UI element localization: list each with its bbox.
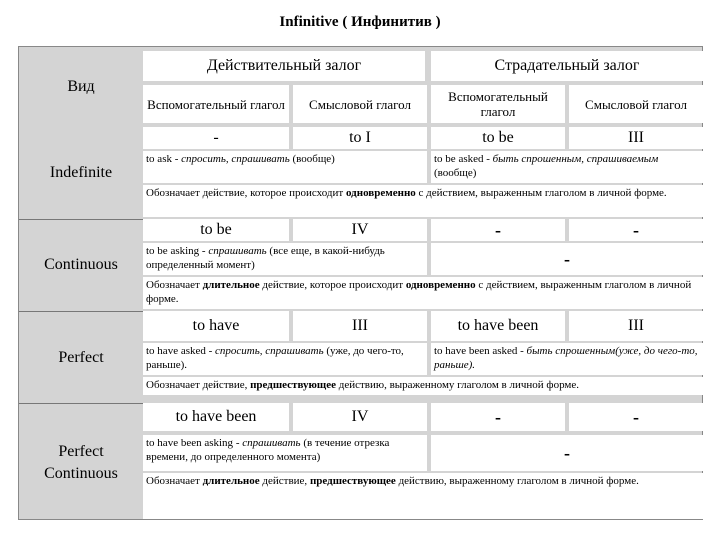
perfect-continuous-active-example: to have been asking - спрашивать (в течение отрезка времени, до определенного момента)	[143, 435, 427, 471]
perfect-passive-example: to have been asked - быть спрошенным(уже, до чего-то, раньше).	[431, 343, 703, 375]
perfect-active-aux: to have	[143, 311, 289, 341]
indefinite-passive-example: to be asked - быть спрошенным, спрашиваемым (вообще)	[431, 151, 703, 183]
perfect-active-main: III	[293, 311, 427, 341]
indefinite-passive-main: III	[569, 127, 703, 149]
perfect-passive-aux: to have been	[431, 311, 565, 341]
perfect-active-example: to have asked - спросить, спрашивать (уже, до чего-то, раньше).	[143, 343, 427, 375]
perfect-continuous-passive-aux: -	[431, 403, 565, 431]
divider	[19, 403, 143, 404]
perfect-continuous-passive-example: -	[431, 435, 703, 471]
header-passive-main: Смысловой глагол	[569, 85, 703, 123]
divider	[19, 219, 143, 220]
indefinite-description: Обозначает действие, которое происходит одновременно с действием, выраженным глаголом в личной форме.	[143, 185, 703, 217]
aspect-perfect: Perfect	[58, 349, 104, 366]
perfect-description: Обозначает действие, предшествующее действию, выраженному глаголом в личной форме.	[143, 377, 703, 395]
perfect-passive-main: III	[569, 311, 703, 341]
header-passive-voice: Страдательный залог	[431, 51, 703, 81]
continuous-active-aux: to be	[143, 219, 289, 241]
aspect-perfect-continuous: Perfect Continuous	[44, 443, 118, 482]
infinitive-table	[18, 46, 703, 520]
indefinite-active-main: to I	[293, 127, 427, 149]
indefinite-passive-aux: to be	[431, 127, 565, 149]
indefinite-active-example: to ask - спросить, спрашивать (вообще)	[143, 151, 427, 183]
perfect-continuous-active-aux: to have been	[143, 403, 289, 431]
page-title: Infinitive ( Инфинитив )	[279, 14, 441, 30]
header-active-voice: Действительный залог	[143, 51, 425, 81]
header-passive-aux: Вспомогательный глагол	[431, 85, 565, 123]
perfect-continuous-passive-main: -	[569, 403, 703, 431]
header-vid: Вид	[67, 78, 95, 95]
aspect-indefinite: Indefinite	[49, 164, 113, 181]
header-active-main: Смысловой глагол	[293, 85, 427, 123]
continuous-passive-aux: -	[431, 219, 565, 241]
header-active-aux: Вспомогательный глагол	[143, 85, 289, 123]
indefinite-active-aux: -	[143, 127, 289, 149]
continuous-active-example: to be asking - спрашивать (все еще, в какой-нибудь определенный момент)	[143, 243, 427, 275]
continuous-description: Обозначает длительное действие, которое происходит одновременно с действием, выраженным глаголом в личной форме.	[143, 277, 703, 309]
continuous-active-main: IV	[293, 219, 427, 241]
perfect-continuous-active-main: IV	[293, 403, 427, 431]
divider	[19, 311, 143, 312]
perfect-continuous-description: Обозначает длительное действие, предшествующее действию, выраженному глаголом в личной форме.	[143, 473, 703, 519]
aspect-continuous: Continuous	[44, 256, 118, 273]
continuous-passive-example: -	[431, 243, 703, 275]
continuous-passive-main: -	[569, 219, 703, 241]
